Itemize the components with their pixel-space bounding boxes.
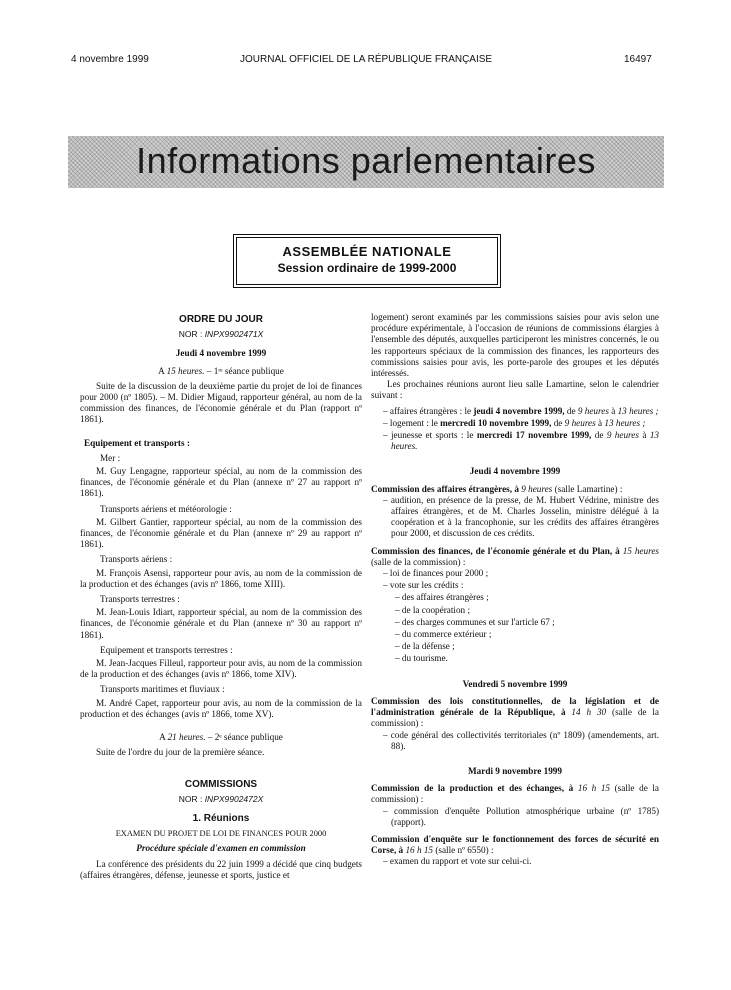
header-journal-title: JOURNAL OFFICIEL DE LA RÉPUBLIQUE FRANÇAISE xyxy=(240,54,493,65)
session-name: Session ordinaire de 1999-2000 xyxy=(277,261,457,275)
calendar-item: – jeunesse et sports : le mercredi 17 novembre 1999, de 9 heures à 13 heures. xyxy=(383,430,659,452)
commission-heading: Commission des finances, de l'économie générale et du Plan, à 15 heures (salle de la commission) : xyxy=(371,545,659,567)
paragraph: M. Jean-Jacques Filleul, rapporteur pour avis, au nom de la commission de la production et des échanges (avis nº 1866, tome XIV). xyxy=(80,658,362,680)
left-column xyxy=(80,312,362,885)
assembly-box xyxy=(236,237,498,285)
paragraph: La conférence des présidents du 22 juin 1999 a décidé que cinq budgets (affaires étrangères, défense, jeunesse et sports, justice et xyxy=(80,858,362,880)
paragraph: M. André Capet, rapporteur pour avis, au nom de la commission de la production et des échanges (avis nº 1866, tome XV). xyxy=(80,697,362,719)
agenda-item: – code général des collectivités territoriales (nº 1809) (amendements, art. 88). xyxy=(383,729,659,751)
sub-item: – des charges communes et sur l'article 67 ; xyxy=(395,616,555,627)
subheading: Transports terrestres : xyxy=(100,594,180,605)
subheading: Transports aériens : xyxy=(100,554,173,565)
examen-heading: EXAMEN DU PROJET DE LOI DE FINANCES POUR 2000 xyxy=(115,829,327,839)
header-page-number: 16497 xyxy=(624,54,652,65)
paragraph: M. Gilbert Gantier, rapporteur spécial, au nom de la commission des finances, de l'économie générale et du Plan (annexe nº 29 au rapport nº 1861). xyxy=(80,516,362,550)
seance-line: A 21 heures. – 2ᵉ séance publique xyxy=(159,732,283,743)
commission-heading: Commission des lois constitutionnelles, de la législation et de l'administration générale de la République, à 14 h 30 (salle de la commission) : xyxy=(371,695,659,729)
assembly-name: ASSEMBLÉE NATIONALE xyxy=(282,244,452,259)
nor-reference: NOR : INPX9902471X xyxy=(178,329,264,340)
right-column xyxy=(371,312,659,869)
paragraph: M. Jean-Louis Idiart, rapporteur spécial, au nom de la commission des finances, de l'économie générale et du Plan (annexe nº 30 au rapport nº 1861). xyxy=(80,607,362,640)
procedure-heading: Procédure spéciale d'examen en commission xyxy=(136,843,306,854)
subheading: Equipement et transports terrestres : xyxy=(100,644,233,655)
subheading: Transports aériens et météorologie : xyxy=(100,503,232,514)
agenda-item: – audition, en présence de la presse, de M. Hubert Védrine, ministre des affaires étrangères, et de M. Charles Josselin, ministre délégué à la coopération et à la francophonie, sur les crédits des affaires étrangères pour 2000, et discussion de ces crédits. xyxy=(383,494,659,539)
paragraph: Suite de la discussion de la deuxième partie du projet de loi de finances pour 2000 (nº 1805). – M. Didier Migaud, rapporteur général, au nom de la commission des finances, de l'économie générale et du Plan (rapport nº 1861). xyxy=(80,380,362,425)
calendar-item: – affaires étrangères : le jeudi 4 novembre 1999, de 9 heures à 13 heures ; xyxy=(383,405,659,416)
reunions-heading: 1. Réunions xyxy=(192,812,250,824)
sub-item: – des affaires étrangères ; xyxy=(395,592,489,603)
subheading: Mer : xyxy=(100,452,121,463)
day-heading: Jeudi 4 novembre 1999 xyxy=(175,348,267,359)
agenda-item: – examen du rapport et vote sur celui-ci. xyxy=(383,856,532,867)
sub-item: – de la coopération ; xyxy=(395,604,471,615)
agenda-item: – commission d'enquête Pollution atmosphérique urbaine (nº 1785) (rapport). xyxy=(383,805,660,827)
day-heading: Vendredi 5 novembre 1999 xyxy=(462,678,568,689)
commission-heading: Commission des affaires étrangères, à 9 heures (salle Lamartine) : xyxy=(371,483,623,494)
paragraph: Suite de l'ordre du jour de la première séance. xyxy=(96,747,265,758)
day-heading: Jeudi 4 novembre 1999 xyxy=(469,466,561,477)
calendar-item: – logement : le mercredi 10 novembre 1999, de 9 heures à 13 heures ; xyxy=(383,417,646,428)
header-date: 4 novembre 1999 xyxy=(71,54,149,65)
section-banner xyxy=(68,136,664,188)
sub-item: – du tourisme. xyxy=(395,653,448,664)
paragraph: M. Guy Lengagne, rapporteur spécial, au nom de la commission des finances, de l'économie générale et du Plan (annexe nº 27 au rapport nº 1861). xyxy=(80,466,362,499)
commission-heading: Commission de la production et des échanges, à 16 h 15 (salle de la commission) : xyxy=(371,783,660,805)
nor-reference: NOR : INPX9902472X xyxy=(178,793,264,804)
commission-heading: Commission d'enquête sur le fonctionnement des forces de sécurité en Corse, à 16 h 15 (salle nº 6550) : xyxy=(371,833,659,856)
subheading: Transports maritimes et fluviaux : xyxy=(100,684,225,695)
agenda-item: – loi de finances pour 2000 ; xyxy=(383,568,489,579)
sub-item: – du commerce extérieur ; xyxy=(395,629,492,640)
agenda-item: – vote sur les crédits : xyxy=(383,580,464,591)
commissions-title: COMMISSIONS xyxy=(184,778,258,790)
sub-item: – de la défense ; xyxy=(395,641,455,652)
seance-line: A 15 heures. – 1ʳᵉ séance publique xyxy=(158,365,284,376)
banner-title: Informations parlementaires xyxy=(136,140,596,181)
paragraph: M. François Asensi, rapporteur pour avis, au nom de la commission de la production et des échanges (avis nº 1866, tome XIII). xyxy=(80,567,362,589)
ordre-du-jour-title: ORDRE DU JOUR xyxy=(179,314,263,325)
paragraph: Les prochaines réunions auront lieu salle Lamartine, selon le calendrier suivant : xyxy=(371,379,659,401)
paragraph: logement) seront examinés par les commissions saisies pour avis selon une procédure expérimentale, à l'occasion de réunions de commissions élargies à l'ensemble des députés, auxquelles participeront les ministres concernés, le ou les rapporteurs spéciaux de la commission des finances, les rapporteurs des commissions saisies pour avis, les porte-parole des groupes et les députés intéressés. xyxy=(371,312,659,379)
day-heading: Mardi 9 novembre 1999 xyxy=(468,765,562,776)
section-heading: Equipement et transports : xyxy=(84,437,190,448)
